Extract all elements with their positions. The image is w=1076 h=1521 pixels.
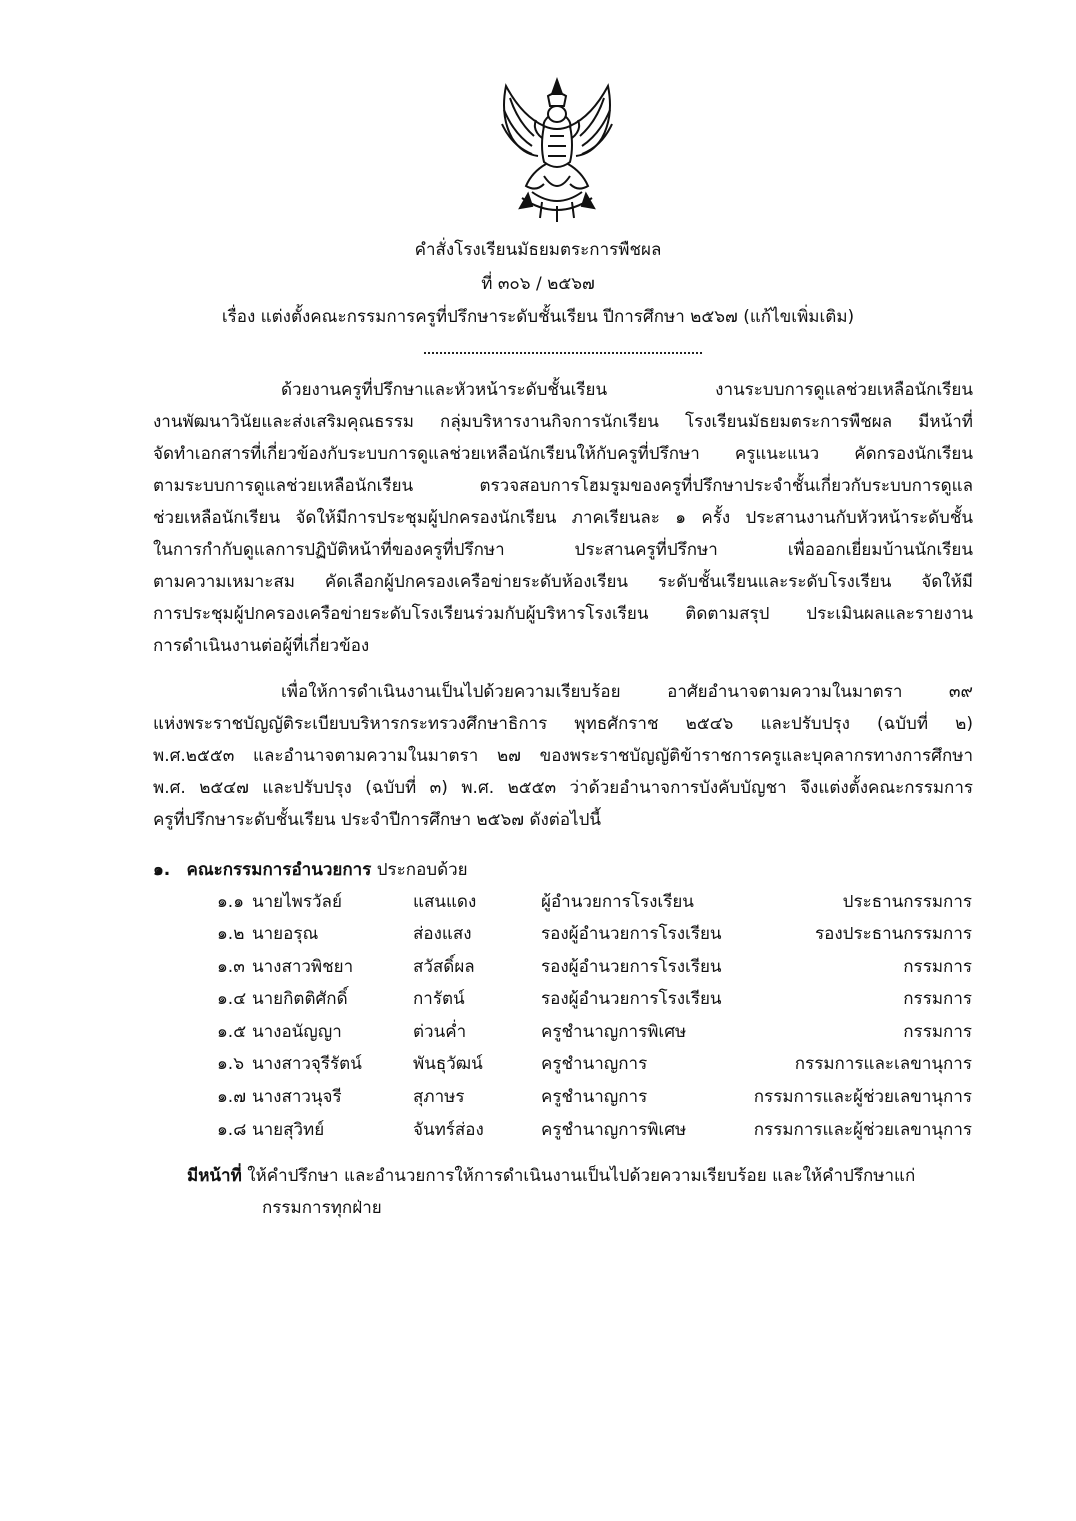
member-role: กรรมการ <box>903 957 972 977</box>
paragraph-line: ครูที่ปรึกษาระดับชั้นเรียน ประจำปีการศึกษา ๒๕๖๗ ดังต่อไปนี้ <box>153 810 602 830</box>
paragraph-line: งานพัฒนาวินัยและส่งเสริมคุณธรรม กลุ่มบริหารงานกิจการนักเรียน โรงเรียนมัธยมตระการพืชผล มีหน้าที่ <box>153 412 973 432</box>
member-row <box>0 1016 1076 1048</box>
member-last-name: สุภาษร <box>413 1087 465 1107</box>
paragraph-line: ด้วยงานครูที่ปรึกษาและหัวหน้าระดับชั้นเรียน งานระบบการดูแลช่วยเหลือนักเรียน <box>281 380 973 400</box>
paragraph-line: พ.ศ. ๒๕๔๗ และปรับปรุง (ฉบับที่ ๓) พ.ศ. ๒๕๕๓ ว่าด้วยอำนาจการบังคับบัญชา จึงแต่งตั้งคณะกรรมการ <box>153 778 973 798</box>
member-position: ผู้อำนวยการโรงเรียน <box>541 892 694 912</box>
member-first-name: นางอนัญญา <box>252 1022 342 1042</box>
member-role: ประธานกรรมการ <box>842 892 972 912</box>
member-row <box>0 918 1076 950</box>
member-last-name: ต่วนค่ำ <box>413 1022 467 1042</box>
member-number: ๑.๗ <box>217 1087 246 1107</box>
paragraph-2 <box>153 676 973 836</box>
member-row <box>0 1081 1076 1113</box>
member-position: ครูชำนาญการพิเศษ <box>541 1120 687 1140</box>
member-position: ครูชำนาญการ <box>541 1087 648 1107</box>
paragraph-line: จัดทำเอกสารที่เกี่ยวข้องกับระบบการดูแลช่วยเหลือนักเรียนให้กับครูที่ปรึกษา ครูแนะแนว คัดกรองนักเรียน <box>153 444 973 464</box>
member-first-name: นางสาวจุรีรัตน์ <box>252 1054 362 1074</box>
member-number: ๑.๕ <box>217 1022 247 1042</box>
member-role: กรรมการและเลขานุการ <box>794 1054 972 1074</box>
member-last-name: จันทร์ส่อง <box>413 1120 484 1140</box>
member-first-name: นายอรุณ <box>252 924 319 944</box>
member-last-name: สวัสดิ์ผล <box>413 957 475 977</box>
order-subject: เรื่อง แต่งตั้งคณะกรรมการครูที่ปรึกษาระดับชั้นเรียน ปีการศึกษา ๒๕๖๗ (แก้ไขเพิ่มเติม) <box>221 307 855 327</box>
member-first-name: นางสาวพิชยา <box>252 957 354 977</box>
paragraph-line: แห่งพระราชบัญญัติระเบียบบริหารกระทรวงศึกษาธิการ พุทธศักราช ๒๕๔๖ และปรับปรุง (ฉบับที่ ๒) <box>153 714 973 734</box>
member-role: รองประธานกรรมการ <box>815 924 972 944</box>
paragraph-line: ตามระบบการดูแลช่วยเหลือนักเรียน ตรวจสอบการโฮมรูมของครูที่ปรึกษาประจำชั้นเกี่ยวกับระบบการดูแล <box>153 476 973 496</box>
member-role: กรรมการ <box>903 989 972 1009</box>
member-position: รองผู้อำนวยการโรงเรียน <box>541 989 722 1009</box>
member-row <box>0 1114 1076 1146</box>
paragraph-line: การดำเนินงานต่อผู้ที่เกี่ยวข้อง <box>153 636 370 656</box>
member-role: กรรมการและผู้ช่วยเลขานุการ <box>753 1120 972 1140</box>
member-first-name: นายไพรวัลย์ <box>252 892 342 912</box>
member-last-name: ส่องแสง <box>413 924 472 944</box>
member-position: รองผู้อำนวยการโรงเรียน <box>541 957 722 977</box>
member-row <box>0 983 1076 1015</box>
committee-heading <box>153 856 468 884</box>
member-number: ๑.๖ <box>217 1054 244 1074</box>
member-role: กรรมการ <box>903 1022 972 1042</box>
garuda-emblem-icon <box>492 76 622 226</box>
dotted-separator <box>424 340 702 360</box>
member-number: ๑.๓ <box>217 957 245 977</box>
paragraph-line: ในการกำกับดูแลการปฏิบัติหน้าที่ของครูที่ปรึกษา ประสานครูที่ปรึกษา เพื่อออกเยี่ยมบ้านนักเรียน <box>153 540 973 560</box>
member-position: ครูชำนาญการพิเศษ <box>541 1022 687 1042</box>
member-last-name: การัตน์ <box>413 989 465 1009</box>
committee-suffix: ประกอบด้วย <box>371 860 468 880</box>
member-last-name: พันธุวัฒน์ <box>413 1054 483 1074</box>
duty-block <box>187 1160 967 1224</box>
member-row <box>0 1048 1076 1080</box>
member-first-name: นายสุวิทย์ <box>252 1120 325 1140</box>
paragraph-1 <box>153 374 973 662</box>
committee-title: คณะกรรมการอำนวยการ <box>186 860 372 880</box>
duty-text-continued: กรรมการทุกฝ่าย <box>262 1198 382 1218</box>
paragraph-line: การประชุมผู้ปกครองเครือข่ายระดับโรงเรียนร่วมกับผู้บริหารโรงเรียน ติดตามสรุป ประเมินผลและรายงาน <box>153 604 973 624</box>
member-number: ๑.๘ <box>217 1120 247 1140</box>
order-title: คำสั่งโรงเรียนมัธยมตระการพืชผล <box>414 240 662 260</box>
member-role: กรรมการและผู้ช่วยเลขานุการ <box>753 1087 972 1107</box>
member-first-name: นายกิตติศักดิ์ <box>252 989 348 1009</box>
member-position: ครูชำนาญการ <box>541 1054 648 1074</box>
committee-number: ๑. <box>153 860 171 880</box>
paragraph-line: พ.ศ.๒๕๕๓ และอำนาจตามความในมาตรา ๒๗ ของพระราชบัญญัติข้าราชการครูและบุคลากรทางการศึกษา <box>153 746 973 766</box>
member-row <box>0 951 1076 983</box>
member-number: ๑.๑ <box>217 892 244 912</box>
member-row <box>0 886 1076 918</box>
duty-label: มีหน้าที่ <box>187 1166 242 1186</box>
paragraph-line: เพื่อให้การดำเนินงานเป็นไปด้วยความเรียบร้อย อาศัยอำนาจตามความในมาตรา ๓๙ <box>281 682 973 702</box>
paragraph-line: ช่วยเหลือนักเรียน จัดให้มีการประชุมผู้ปกครองนักเรียน ภาคเรียนละ ๑ ครั้ง ประสานงานกับหัวหน้าระดับชั้น <box>153 508 973 528</box>
member-number: ๑.๔ <box>217 989 247 1009</box>
duty-text: ให้คำปรึกษา และอำนวยการให้การดำเนินงานเป็นไปด้วยความเรียบร้อย และให้คำปรึกษาแก่ <box>241 1166 916 1186</box>
member-number: ๑.๒ <box>217 924 245 944</box>
order-number: ที่ ๓๐๖ / ๒๕๖๗ <box>481 274 595 294</box>
paragraph-line: ตามความเหมาะสม คัดเลือกผู้ปกครองเครือข่ายระดับห้องเรียน ระดับชั้นเรียนและระดับโรงเรียน จัดให้มี <box>153 572 973 592</box>
member-first-name: นางสาวนุจรี <box>252 1087 342 1107</box>
member-last-name: แสนแดง <box>413 892 477 912</box>
member-position: รองผู้อำนวยการโรงเรียน <box>541 924 722 944</box>
